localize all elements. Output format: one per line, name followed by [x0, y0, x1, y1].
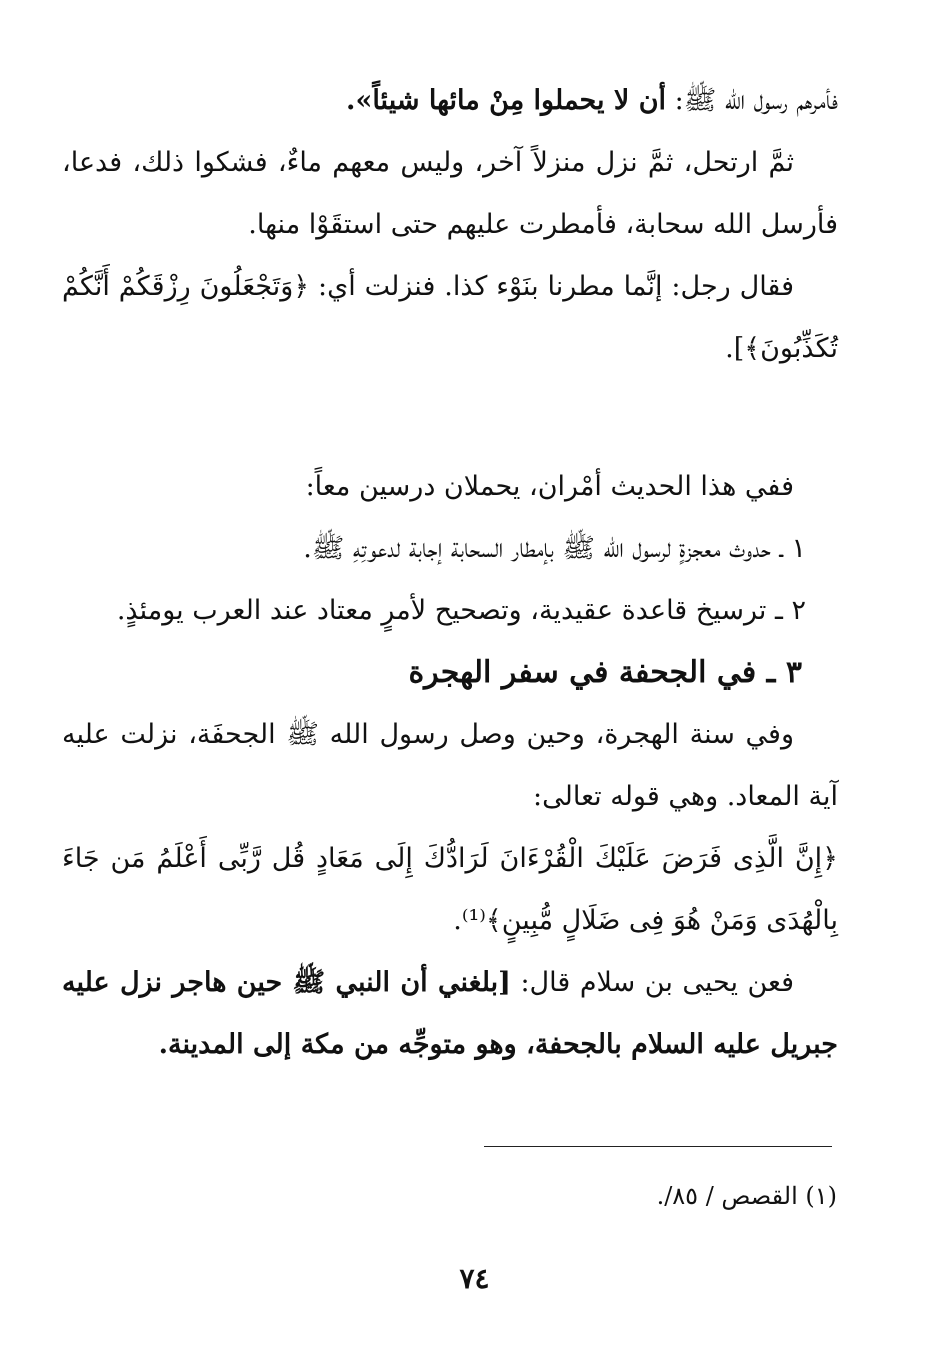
list-item-1: ١ ـ حدوث معجزةٍ لرسول الله ﷺ بإمطار السحابة إجابة لدعوتِهِ ﷺ. [303, 533, 806, 564]
page-body [62, 70, 838, 1076]
footnote-divider [484, 1146, 832, 1147]
paragraph-3: فقال رجل: إنَّما مطرنا بنَوْء كذا. فنزلت أي: ﴿وَتَجْعَلُونَ رِزْقَكُمْ أَنَّكُمْ تُكَذِّبُونَ﴾]. [62, 271, 838, 364]
paragraph-2: ثمَّ ارتحل، ثمَّ نزل منزلاً آخر، وليس معهم ماءٌ، فشكوا ذلك، فدعا، فأرسل الله سحابة، فأمطرت عليهم حتى استقَوْا منها. [62, 147, 838, 240]
paragraph-7-bold-text: [بلغني أن النبي ﷺ حين هاجر نزل عليه جبريل عليه السلام بالجحفة، وهو متوجِّه من مكة إلى المدينة. [62, 967, 838, 1060]
paragraph-4: ففي هذا الحديث أمْران، يحملان درسين معاً: [305, 471, 794, 502]
paragraph-5: وفي سنة الهجرة، وحين وصل رسول الله ﷺ الجحفَة، نزلت عليه آية المعاد. وهي قوله تعالى: [62, 719, 838, 812]
list-item-2: ٢ ـ ترسيخ قاعدة عقيدية، وتصحيح لأمرٍ معتاد عند العرب يومئذٍ. [116, 595, 806, 626]
paragraph-1-text: فأمرهم رسول الله ﷺ: [666, 85, 838, 116]
footnote: (١) القصص / ٨٥/. [656, 1182, 837, 1210]
quran-verse: ﴿إِنَّ الَّذِى فَرَضَ عَلَيْكَ الْقُرْءَانَ لَرَادُّكَ إِلَى مَعَادٍ قُل رَّبِّى أَعْلَمُ مَن جَاءَ بِالْهُدَى وَمَنْ هُوَ فِى ضَلَالٍ مُّبِينٍ﴾⁽¹⁾. [62, 843, 838, 936]
paragraph-1-bold-text: أن لا يحملوا مِنْ مائها شيئاً». [346, 85, 667, 116]
paragraph-7 [62, 952, 838, 1076]
section-gap [62, 380, 838, 456]
section-heading: ٣ ـ في الجحفة في سفر الهجرة [408, 655, 802, 690]
paragraph-7-text: فعن يحيى بن سلام قال: [510, 967, 794, 998]
paragraph-1 [62, 70, 838, 132]
page-number: ٧٤ [459, 1262, 490, 1295]
